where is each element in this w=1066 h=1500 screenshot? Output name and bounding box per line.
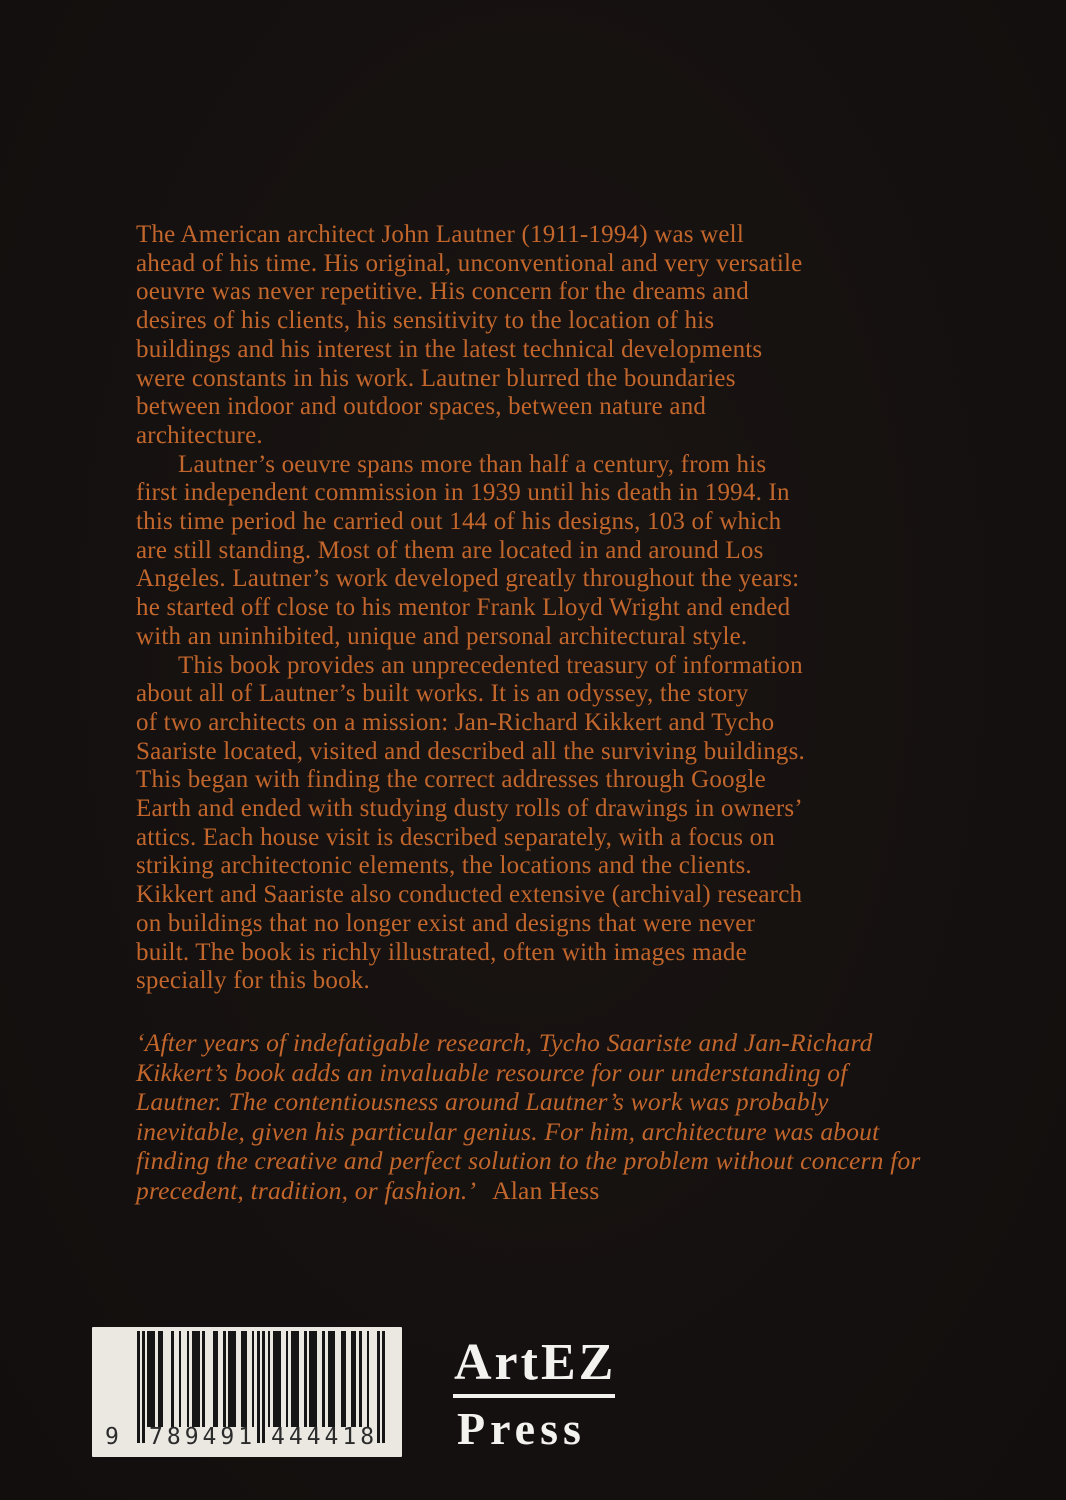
blurb-line: Saariste located, visited and described all the surviving buildings. — [136, 737, 806, 765]
blurb-line: this time period he carried out 144 of his designs, 103 of which — [136, 508, 782, 536]
barcode-bar — [202, 1331, 205, 1427]
barcode-bar — [179, 1331, 182, 1427]
quote-attribution: Alan Hess — [492, 1175, 600, 1205]
blurb-line: of two architects on a mission: Jan-Richard Kikkert and Tycho — [136, 708, 775, 736]
blurb-line: Earth and ended with studying dusty rolls of drawings in owners’ — [136, 795, 803, 823]
barcode-bar — [257, 1331, 260, 1443]
barcode-bar — [359, 1331, 362, 1427]
barcode-bar — [171, 1331, 174, 1427]
quote-lines — [136, 1028, 986, 1176]
barcode-bar — [367, 1331, 370, 1427]
barcode-bar — [223, 1331, 226, 1427]
barcode-bar — [241, 1331, 246, 1427]
blurb-line: he started off close to his mentor Frank Lloyd Wright and ended — [136, 594, 791, 622]
barcode-bar — [187, 1331, 190, 1427]
barcode-bar — [286, 1331, 289, 1427]
barcode-bar — [351, 1331, 356, 1427]
blurb-line: ahead of his time. His original, unconventional and very versatile — [136, 249, 803, 277]
quote-line: ‘After years of indefatigable research, Tycho Saariste and Jan-Richard — [136, 1028, 873, 1057]
blurb-line: buildings and his interest in the latest technical developments — [136, 335, 763, 363]
blurb-line: between indoor and outdoor spaces, between nature and — [136, 393, 707, 421]
barcode-bar — [158, 1331, 163, 1427]
barcode-bar — [228, 1331, 236, 1427]
blurb-line: attics. Each house visit is described separately, with a focus on — [136, 823, 775, 851]
review-quote — [136, 1028, 986, 1206]
barcode-bar — [142, 1331, 145, 1443]
barcode-bar — [322, 1331, 325, 1427]
barcode-bar — [341, 1331, 346, 1427]
blurb-line: with an uninhibited, unique and personal architectural style. — [136, 622, 748, 650]
blurb-line: specially for this book. — [136, 967, 370, 995]
barcode-bar — [273, 1331, 281, 1427]
barcode-bar — [304, 1331, 307, 1427]
barcode-bar — [328, 1331, 336, 1427]
barcode-bar — [382, 1331, 385, 1443]
barcode-bar — [268, 1331, 271, 1427]
publisher-logo — [454, 1334, 617, 1454]
blurb-line: striking architectonic elements, the locations and the clients. — [136, 852, 752, 880]
quote-closing-text: precedent, tradition, or fashion.’ — [136, 1175, 477, 1205]
blurb-line: on buildings that no longer exist and designs that were never — [136, 909, 756, 937]
blurb-line: about all of Lautner’s built works. It is an odyssey, the story — [136, 680, 749, 708]
quote-line: finding the creative and perfect solution to the problem without concern for — [136, 1146, 921, 1176]
barcode-bar — [213, 1331, 218, 1427]
isbn-group-right: 444418 — [271, 1424, 379, 1450]
quote-line: inevitable, given his particular genius. For him, architecture was about — [136, 1116, 880, 1146]
blurb-line: desires of his clients, his sensitivity to the location of his — [136, 307, 715, 335]
blurb-line: Angeles. Lautner’s work developed greatly throughout the years: — [136, 565, 800, 593]
quote-line: Kikkert’s book adds an invaluable resource for our understanding of — [136, 1057, 848, 1087]
barcode-bar — [262, 1331, 265, 1443]
publisher-name-top: ArtEZ — [454, 1334, 617, 1391]
blurb-line: first independent commission in 1939 until his death in 1994. In — [136, 479, 790, 507]
quote-closing-line — [136, 1176, 986, 1206]
blurb-line: This began with finding the correct addresses through Google — [136, 766, 766, 794]
blurb-line: were constants in his work. Lautner blurred the boundaries — [136, 364, 736, 392]
blurb-line: Lautner’s oeuvre spans more than half a century, from his — [178, 450, 767, 478]
blurb-text — [136, 221, 966, 996]
logo-underline — [453, 1394, 615, 1398]
isbn-group-left: 789491 — [149, 1424, 257, 1450]
quote-line: Lautner. The contentiousness around Lautner’s work was probably — [136, 1087, 829, 1117]
blurb-line: are still standing. Most of them are located in and around Los — [136, 536, 764, 564]
barcode-bar — [137, 1331, 140, 1443]
blurb-line: architecture. — [136, 421, 263, 449]
barcode-bar — [192, 1331, 200, 1427]
blurb-line: This book provides an unprecedented treasury of information — [178, 651, 803, 679]
blurb-line: Kikkert and Saariste also conducted extensive (archival) research — [136, 881, 803, 909]
blurb-line: oeuvre was never repetitive. His concern for the dreams and — [136, 278, 749, 306]
isbn-leading-digit: 9 — [105, 1424, 119, 1450]
isbn-barcode — [92, 1327, 402, 1457]
barcode-bar — [309, 1331, 317, 1427]
barcode-bar — [147, 1331, 155, 1427]
blurb-line: built. The book is richly illustrated, often with images made — [136, 938, 747, 966]
publisher-name-bottom: Press — [457, 1403, 586, 1454]
barcode-bar — [291, 1331, 299, 1427]
barcode-bar — [252, 1331, 255, 1427]
blurb-line: The American architect John Lautner (1911-1994) was well — [136, 221, 744, 248]
